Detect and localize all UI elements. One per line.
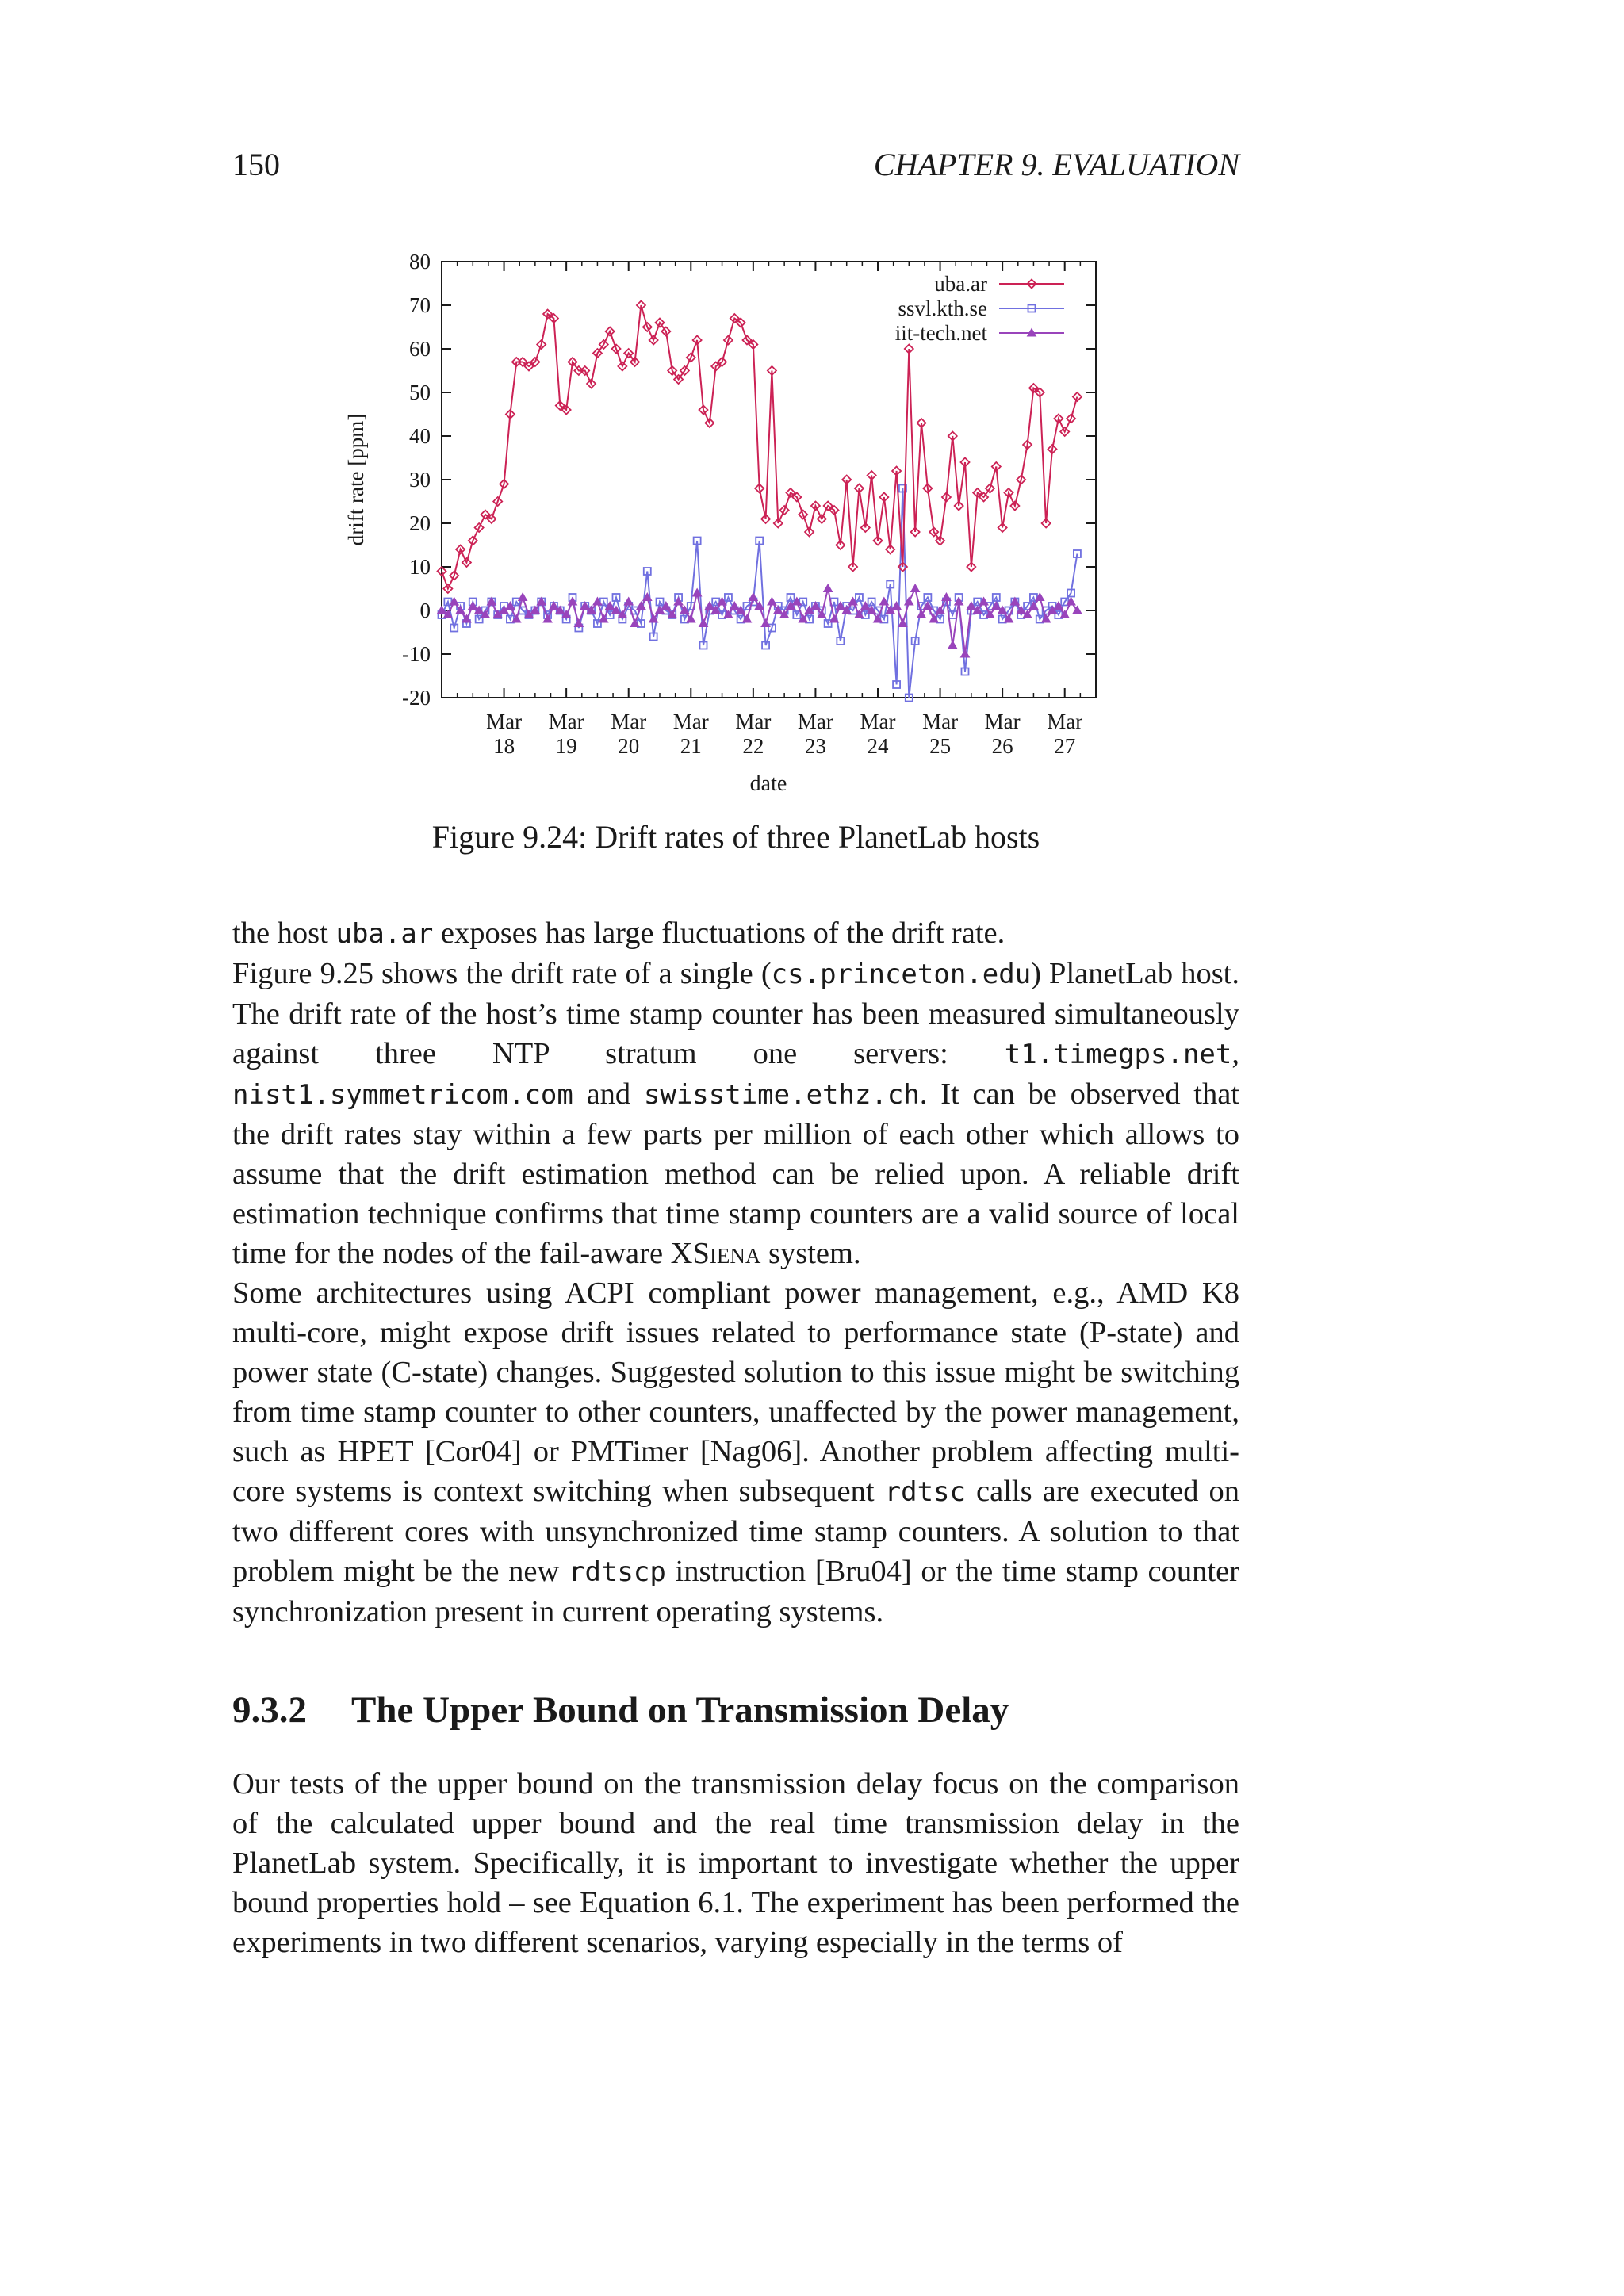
text-run: ) PlanetLab host. The drift rate of the host’s time stamp counter has been measured simultaneously against three NTP stratum one servers:: [232, 957, 1240, 1070]
text-run: instruction [Bru04] or the time stamp counter synchronization present in current operating systems.: [232, 1555, 1240, 1628]
paragraph-2: [232, 954, 1239, 1273]
data-point: [911, 584, 920, 592]
text-run: and: [573, 1077, 644, 1111]
instruction-code: rdtscp: [569, 1556, 666, 1588]
x-tick-label-day: 25: [929, 734, 952, 758]
text-run: Some architectures using ACPI compliant power management, e.g., AMD K8 multi-core, might expose drift issues related to performance state (P-state) and power state (C-state) changes. Suggested solution to this issue might be switching from time stamp counter to other counters, unaffected by the power management, such as HPET [Cor04] or PMTimer [Nag06]. Another problem affecting multi-core systems is context switching when subsequent: [232, 1276, 1239, 1508]
hostname-code: cs.princeton.edu: [771, 959, 1032, 990]
x-tick-label-month: Mar: [611, 710, 647, 733]
text-run: ,: [1231, 1037, 1239, 1070]
x-tick-label-day: 20: [618, 734, 640, 758]
y-tick-label: 60: [409, 337, 431, 361]
data-point: [948, 641, 957, 649]
body-paragraphs: [232, 913, 1239, 1632]
page-number: 150: [232, 147, 280, 182]
data-point: [761, 619, 770, 627]
x-tick-label-month: Mar: [486, 710, 523, 733]
y-tick-label: 70: [409, 293, 431, 317]
x-tick-label-day: 19: [555, 734, 577, 758]
section-number: 9.3.2: [232, 1689, 307, 1731]
text-run: . It can be observed that the drift rates stay within a few parts per million of each other which allows to assume that the drift estimation method can be relied upon. A reliable drift estimation technique confirms that time stamp counters are a valid source of local time for the nodes of the fail-aware X: [232, 1077, 1239, 1270]
x-tick-label-day: 27: [1054, 734, 1076, 758]
x-axis-label: date: [749, 771, 787, 796]
series-iit-tech-net: [438, 584, 1082, 657]
x-tick-label-day: 26: [991, 734, 1013, 758]
figure-caption: Figure 9.24: Drift rates of three PlanetLab hosts: [431, 819, 1040, 855]
legend-label: ssvl.kth.se: [898, 297, 987, 320]
text-run: Figure 9.25 shows the drift rate of a single (: [232, 957, 772, 990]
y-tick-label: 80: [409, 250, 431, 274]
data-point: [1073, 392, 1082, 401]
paragraph-1: [232, 913, 1239, 954]
text-run: exposes has large fluctuations of the drift rate.: [433, 916, 1005, 950]
data-point: [749, 593, 757, 601]
drift-rate-chart: [333, 238, 1126, 809]
x-tick-label-day: 18: [493, 734, 515, 758]
x-tick-label-month: Mar: [735, 710, 772, 733]
series-line: [442, 488, 1077, 698]
hostname-code: uba.ar: [335, 918, 434, 950]
series-ssvl-kth-se: [439, 485, 1081, 702]
data-point: [961, 650, 970, 658]
legend: [895, 272, 1064, 345]
x-tick-label-day: 24: [867, 734, 889, 758]
legend-label: iit-tech.net: [894, 321, 987, 345]
data-point: [898, 619, 907, 627]
hostname-code: nist1.symmetricom.com: [232, 1079, 573, 1111]
text-run: calls are executed on two different cores with unsynchronized time stamp counters. A solution to that problem might be the new: [232, 1475, 1239, 1588]
y-axis-label: drift rate [ppm]: [344, 413, 368, 546]
x-tick-label-month: Mar: [797, 710, 833, 733]
data-point: [942, 593, 951, 601]
data-point: [574, 619, 583, 627]
hostname-code: swisstime.ethz.ch: [643, 1079, 920, 1111]
y-tick-label: 50: [409, 381, 431, 404]
x-tick-label-month: Mar: [548, 710, 584, 733]
y-tick-label: 30: [409, 468, 431, 492]
paragraph-4: Our tests of the upper bound on the transmission delay focus on the comparison of the calculated upper bound and the real time transmission delay in the PlanetLab system. Specifically, it is important to investigate whether the upper bound properties hold – see Equation 6.1. The experiment has been performed the experiments in two different scenarios, varying especially in the terms of: [232, 1767, 1239, 1959]
x-tick-label-month: Mar: [1047, 710, 1083, 733]
x-tick-label-month: Mar: [672, 710, 709, 733]
x-tick-label-month: Mar: [922, 710, 959, 733]
system-name: Siena: [692, 1237, 761, 1270]
y-tick-label: -20: [402, 686, 431, 710]
x-axis: [458, 262, 1083, 758]
data-point: [768, 598, 776, 606]
y-tick-label: 10: [409, 555, 431, 579]
y-tick-label: -10: [402, 642, 431, 666]
instruction-code: rdtsc: [884, 1476, 966, 1508]
page-header: [232, 146, 1239, 190]
y-tick-label: 40: [409, 424, 431, 448]
data-point: [824, 584, 833, 592]
text-run: the host: [232, 916, 336, 950]
data-point: [519, 593, 527, 601]
x-tick-label-month: Mar: [984, 710, 1021, 733]
running-chapter-title: CHAPTER 9. EVALUATION: [873, 147, 1239, 182]
paragraph-3: [232, 1273, 1239, 1632]
data-point: [699, 619, 708, 627]
series-line: [442, 589, 1077, 655]
data-point: [624, 598, 633, 606]
y-tick-label: 20: [409, 511, 431, 535]
x-tick-label-month: Mar: [860, 710, 896, 733]
text-run: system.: [760, 1237, 861, 1270]
x-tick-label-day: 23: [804, 734, 826, 758]
series-layer: [438, 301, 1082, 702]
legend-label: uba.ar: [934, 272, 987, 296]
x-tick-label-day: 21: [680, 734, 702, 758]
hostname-code: t1.timegps.net: [1004, 1039, 1232, 1070]
section-title: The Upper Bound on Transmission Delay: [351, 1689, 1009, 1731]
section-body: [232, 1764, 1239, 1962]
section-heading: [232, 1689, 1009, 1732]
x-tick-label-day: 22: [742, 734, 764, 758]
y-tick-label: 0: [419, 599, 431, 622]
